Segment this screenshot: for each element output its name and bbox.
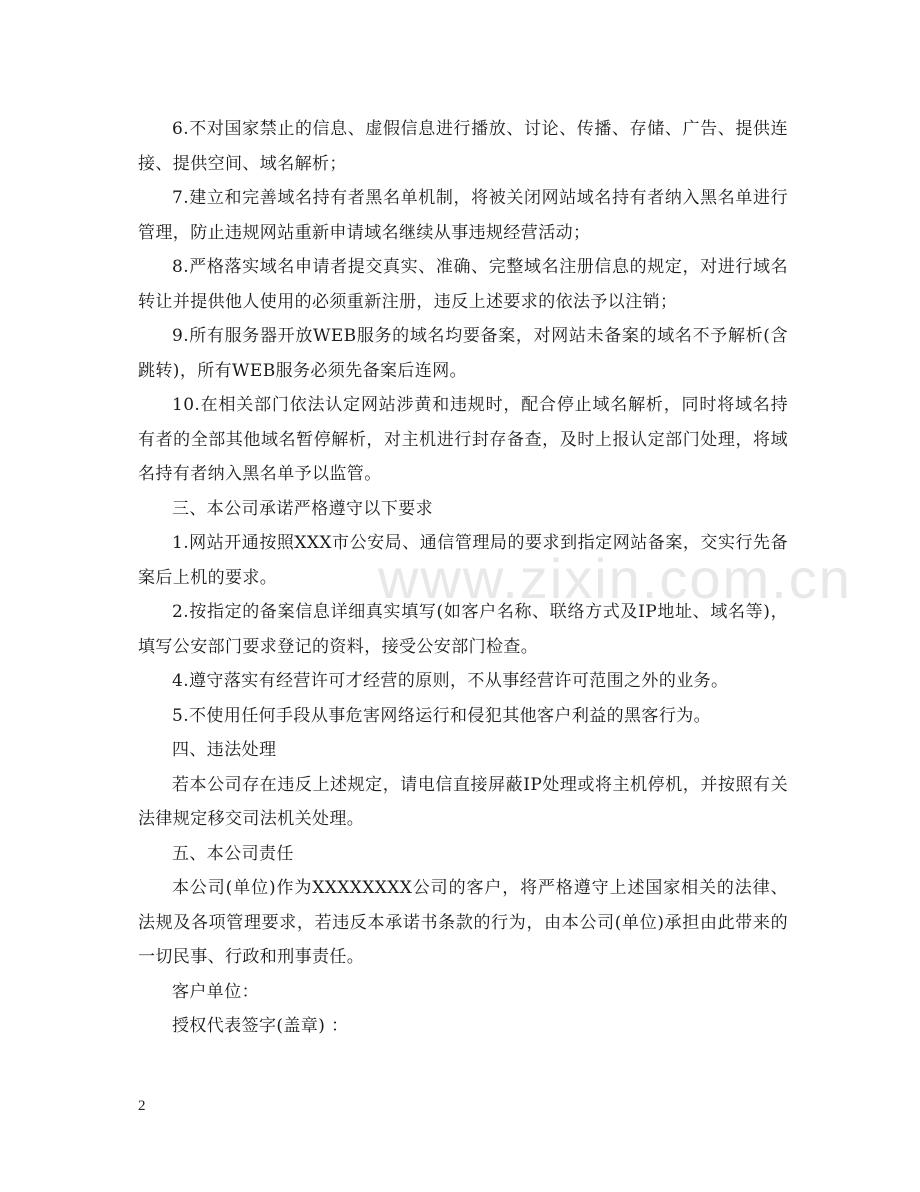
paragraph-item-10: 10.在相关部门依法认定网站涉黄和违规时，配合停止域名解析，同时将域名持有者的全部其他域名暂停解析，对主机进行封存备查，及时上报认定部门处理，将域名持有者纳入黑名单予以监管。	[138, 395, 788, 484]
customer-unit-label: 客户单位：	[172, 981, 259, 1002]
paragraph-item-6: 6.不对国家禁止的信息、虚假信息进行播放、讨论、传播、存储、广告、提供连接、提供空间、域名解析；	[138, 119, 788, 174]
requirement-item-2: 2.按指定的备案信息详细真实填写(如客户名称、联络方式及IP地址、域名等)，填写公安部门要求登记的资料，接受公安部门检查。	[138, 602, 788, 657]
section-heading-5: 五、本公司责任	[172, 843, 294, 864]
section-heading-3: 三、本公司承诺严格遵守以下要求	[172, 498, 433, 519]
page-number: 2	[138, 1098, 146, 1114]
requirement-item-4: 4.遵守落实有经营许可才经营的原则，不从事经营许可范围之外的业务。	[172, 671, 729, 691]
watermark: www.zixin.com.cn	[378, 547, 852, 610]
paragraph-item-8: 8.严格落实域名申请者提交真实、准确、完整域名注册信息的规定，对进行域名转让并提供他人使用的必须重新注册，违反上述要求的依法予以注销；	[138, 257, 788, 312]
responsibility-paragraph: 本公司(单位)作为XXXXXXXX公司的客户，将严格遵守上述国家相关的法律、法规及各项管理要求，若违反本承诺书条款的行为，由本公司(单位)承担由此带来的一切民事、行政和刑事责任。	[138, 878, 788, 967]
requirement-item-5: 5.不使用任何手段从事危害网络运行和侵犯其他客户利益的黑客行为。	[172, 705, 712, 726]
section-heading-4: 四、违法处理	[172, 740, 277, 760]
violation-paragraph: 若本公司存在违反上述规定，请电信直接屏蔽IP处理或将主机停机，并按照有关法律规定移交司法机关处理。	[138, 774, 788, 829]
paragraph-item-7: 7.建立和完善域名持有者黑名单机制，将被关闭网站域名持有者纳入黑名单进行管理，防止违规网站重新申请域名继续从事违规经营活动；	[138, 188, 788, 243]
requirement-item-1: 1.网站开通按照XXX市公安局、通信管理局的要求到指定网站备案，交实行先备案后上机的要求。	[138, 533, 788, 588]
document-body	[138, 112, 788, 1044]
paragraph-item-9: 9.所有服务器开放WEB服务的域名均要备案，对网站未备案的域名不予解析(含跳转)，所有WEB服务必须先备案后连网。	[138, 326, 788, 381]
signature-label: 授权代表签字(盖章) ：	[172, 1016, 349, 1036]
